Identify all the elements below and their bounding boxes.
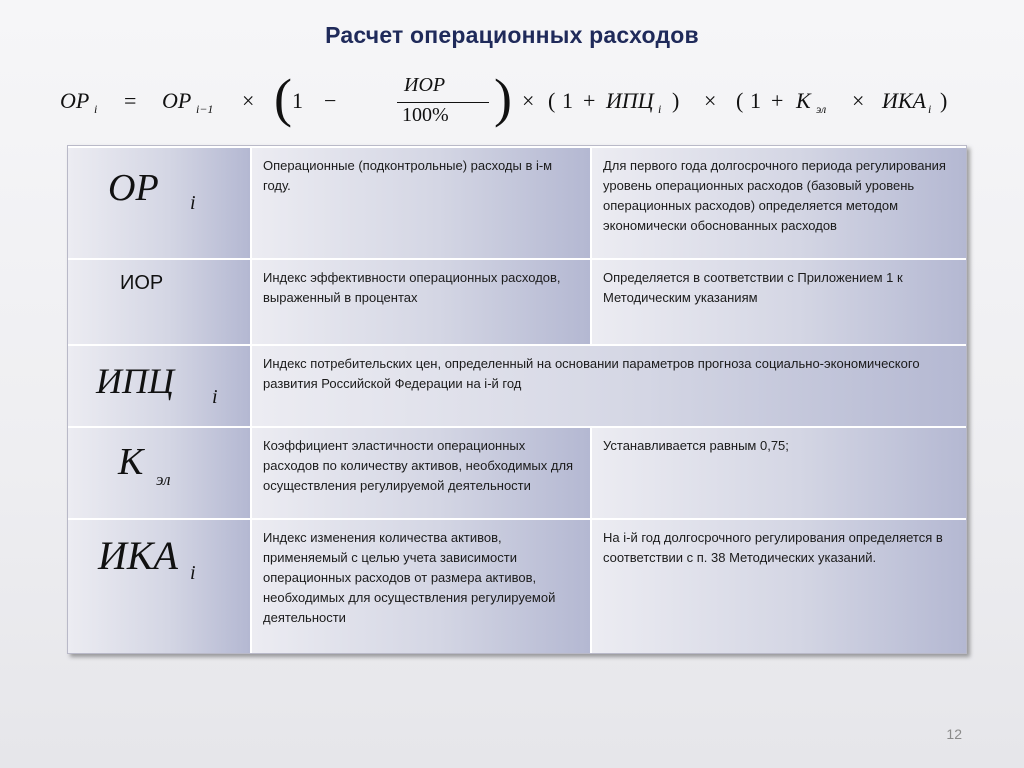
formula-prev: OP <box>162 88 192 113</box>
definitions-table <box>67 145 967 654</box>
slide-title: Расчет операционных расходов <box>325 22 699 48</box>
note-text: Устанавливается равным 0,75; <box>603 438 789 453</box>
formula-one-2: 1 <box>562 88 573 113</box>
formula-lparen-1: ( <box>274 68 292 128</box>
symbol-ipc-sub: i <box>212 386 218 408</box>
description-text: Операционные (подконтрольные) расходы в i-м году. <box>263 158 553 193</box>
formula-k-sub: эл <box>816 102 827 116</box>
description-text: Индекс изменения количества активов, применяемый с целью учета зависимости операционных расходов от размера активов, необходимых для осуществления регулируемой деятельности <box>263 530 556 625</box>
note-cell <box>592 520 966 653</box>
description-text: Коэффициент эластичности операционных расходов по количеству активов, необходимых для осуществления регулируемой деятельности <box>263 438 574 493</box>
description-text: Индекс эффективности операционных расходов, выраженный в процентах <box>263 270 561 305</box>
formula-times-2: × <box>522 88 535 113</box>
formula-rparen-1: ) <box>494 68 512 128</box>
formula-plus-2: + <box>771 88 784 113</box>
symbol-ika-sub: i <box>190 562 196 584</box>
symbol-cell <box>68 260 252 344</box>
formula-lparen-2: ( <box>548 88 556 113</box>
symbol-k: К <box>118 441 144 483</box>
symbol-cell <box>68 428 252 518</box>
formula-numerator: ИОР <box>404 74 446 96</box>
table-row <box>68 428 966 520</box>
formula-lhs: OP <box>60 88 90 113</box>
formula-times-4: × <box>852 88 865 113</box>
formula-ipc-sub: i <box>658 102 662 116</box>
formula-ipc: ИПЦ <box>606 88 654 113</box>
note-text: На i-й год долгосрочного регулирования определяется в соответствии с п. 38 Методических указаний. <box>603 530 943 565</box>
formula-times-3: × <box>704 88 717 113</box>
formula-ika-sub: i <box>928 102 932 116</box>
formula-ika: ИКА <box>882 88 926 113</box>
formula-lhs-sub: i <box>94 102 98 116</box>
formula-k: К <box>796 88 811 113</box>
formula-rparen-2: ) <box>672 88 680 113</box>
description-cell-wide <box>252 346 966 426</box>
description-cell <box>252 428 592 518</box>
description-cell <box>252 520 592 653</box>
formula-denominator: 100% <box>402 104 449 126</box>
symbol-cell <box>68 146 252 258</box>
table-row <box>68 346 966 428</box>
note-cell <box>592 428 966 518</box>
description-text: Индекс потребительских цен, определенный на основании параметров прогноза социально-экономического развития Российской Федерации на i-й год <box>263 356 920 391</box>
note-cell <box>592 260 966 344</box>
formula-times-1: × <box>242 88 255 113</box>
formula-fraction-line <box>397 102 489 103</box>
formula-plus-1: + <box>583 88 596 113</box>
symbol-ika: ИКА <box>98 533 178 578</box>
formula-lparen-3: ( <box>736 88 744 113</box>
symbol-k-sub: эл <box>156 470 171 489</box>
symbol-ipc: ИПЦ <box>96 361 174 401</box>
description-cell <box>252 260 592 344</box>
note-text: Определяется в соответствии с Приложением 1 к Методическим указаниям <box>603 270 903 305</box>
formula-one-1: 1 <box>292 88 303 113</box>
note-text: Для первого года долгосрочного периода регулирования уровень операционных расходов (базовый уровень операционных расходов) определяется методом экономически обоснованных расходов <box>603 158 946 233</box>
formula-rparen-3: ) <box>940 88 948 113</box>
symbol-cell <box>68 346 252 426</box>
description-cell <box>252 146 592 258</box>
formula-prev-sub: i−1 <box>196 102 214 116</box>
symbol-ior: ИОР <box>120 272 164 294</box>
table-row <box>68 260 966 346</box>
symbol-cell <box>68 520 252 653</box>
formula-minus: − <box>324 88 337 113</box>
formula-one-3: 1 <box>750 88 761 113</box>
symbol-op: OP <box>108 167 159 209</box>
formula-equals: = <box>124 88 137 113</box>
symbol-op-sub: i <box>190 192 196 214</box>
table-row <box>68 146 966 260</box>
note-cell <box>592 146 966 258</box>
formula <box>52 68 972 132</box>
slide-number: 12 <box>946 726 962 742</box>
table-row <box>68 520 966 653</box>
